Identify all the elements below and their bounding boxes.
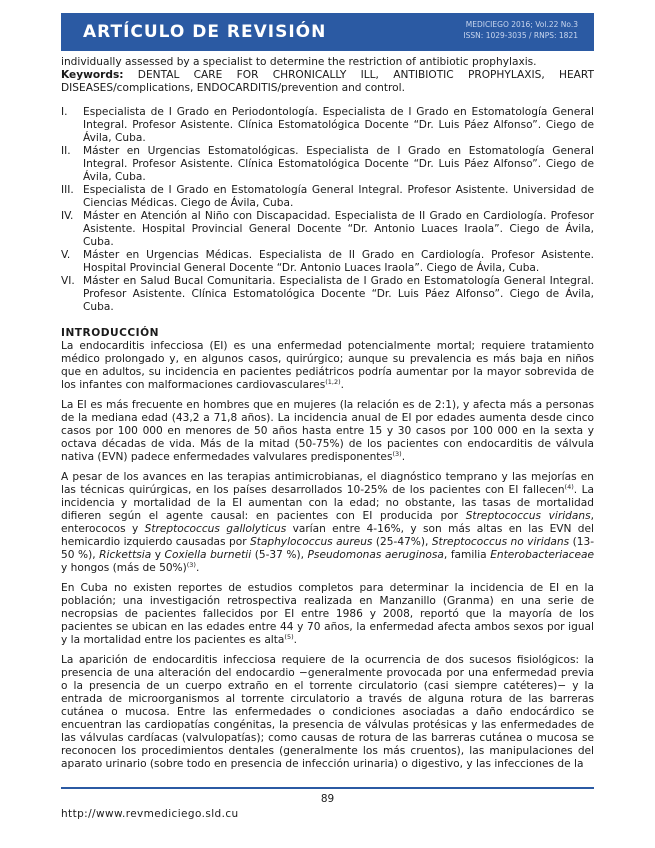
species-name: Staphylococcus aureus xyxy=(250,536,373,548)
affiliation-text: Especialista de I Grado en Periodontología. Especialista de I Grado en Estomatología General Integral. Profesor Asistente. Clínica Estomatológica Docente “Dr. Luis Páez Alfonso”. Ciego de Ávila, Cuba. xyxy=(83,106,594,144)
citation[interactable]: (3) xyxy=(186,561,196,569)
keywords xyxy=(61,69,594,95)
affiliation-number: IV. xyxy=(61,210,74,222)
intro-paragraph-1: La endocarditis infecciosa (EI) es una enfermedad potencialmente mortal; requiere tratamiento médico prolongado y, en algunos casos, quirúrgico; aunque su prevalencia es más baja en niños que en adultos, su incidencia en pacientes pediátricos podría aumentar por la mayor sobrevida de los infantes con malformaciones cardiovasculares$^{(1,2)}$. xyxy=(61,340,594,391)
abstract-tail: individually assessed by a specialist to determine the restriction of antibiotic prophylaxis. xyxy=(61,56,537,68)
intro-paragraph-3: A pesar de los avances en las terapias antimicrobianas, el diagnóstico temprano y las mejorías en las técnicas quirúrgicas, en los países desarrollados 10-25% de los pacientes con EI fallecen$^{(4)}$. La incidencia y mortalidad de la EI aumentan con la edad; no obstante, las tasas de mortalidad difieren según el agente causal: en pacientes con EI producida por Streptococcus viridans, enterococos y Streptococcus gallolyticus varían entre 4-16%, y son más altas en las EVN del hemicardio izquierdo causadas por Staphylococcus aureus (25-47%), Streptococcus no viridans (13-50 %), Rickettsia y Coxiella burnetii (5-37 %), Pseudomonas aeruginosa, familia Enterobacteriaceae y hongos (más de 50%)$^{(3)}$. xyxy=(61,471,595,574)
citation[interactable]: (1,2) xyxy=(325,378,341,386)
species-name: Streptococcus viridans xyxy=(465,510,591,522)
affiliation-text: Máster en Atención al Niño con Discapacidad. Especialista de II Grado en Cardiología. Profesor Asistente. Hospital Provincial General Docente “Dr. Antonio Luaces Iraola”. Ciego de Ávila, Cuba. xyxy=(83,210,594,248)
citation[interactable]: (5) xyxy=(284,633,294,641)
intro-heading: INTRODUCCIÓN xyxy=(61,327,159,339)
affiliation-item xyxy=(61,145,594,184)
intro-paragraph-5: La aparición de endocarditis infecciosa requiere de la ocurrencia de dos sucesos fisiológicos: la presencia de una alteración del endocardio −generalmente provocada por una enfermedad previa o la presencia de un cuerpo extraño en el torrente circulatorio (casi siempre catéteres)− y la entrada de microorganismos al torrente circulatorio a través de alguna rotura de las barreras cutánea o mucosa. Entre las enfermedades o condiciones asociadas a daño endocárdico se encuentran las cardiopatías congénitas, la presencia de válvulas protésicas y las enfermedades de las válvulas cardíacas (valvulopatías); como causas de rotura de las barreras cutánea o mucosa se reconocen los procedimientos dentales (generalmente los más cruentos), las manipulaciones del aparato urinario (sobre todo en presencia de infección urinaria) o digestivo, y las infecciones de la xyxy=(61,654,594,770)
keywords-label: Keywords: xyxy=(61,69,124,81)
species-name: Enterobacteriaceae xyxy=(490,549,594,561)
issn-line: ISSN: 1029-3035 / RNPS: 1821 xyxy=(463,31,578,40)
journal-url-link[interactable]: http://www.revmediciego.sld.cu xyxy=(61,808,239,820)
affiliation-text: Máster en Urgencias Estomatológicas. Especialista de I Grado en Estomatología General Integral. Profesor Asistente. Clínica Estomatológica Docente “Dr. Luis Páez Alfonso”. Ciego de Ávila, Cuba. xyxy=(83,145,594,183)
article-body xyxy=(61,56,594,778)
citation[interactable]: (3) xyxy=(392,450,402,458)
affiliation-item xyxy=(61,249,594,275)
affiliation-text: Máster en Salud Bucal Comunitaria. Especialista de I Grado en Estomatología General Integral. Profesor Asistente. Clínica Estomatológica Docente “Dr. Luis Páez Alfonso”. Ciego de Ávila, Cuba. xyxy=(83,275,594,313)
affiliation-item xyxy=(61,184,594,210)
page-number: 89 xyxy=(320,793,335,805)
keywords-text: DENTAL CARE FOR CHRONICALLY ILL, ANTIBIOTIC PROPHYLAXIS, HEART DISEASES/complications, ENDOCARDITIS/prevention and control. xyxy=(61,69,594,94)
intro-paragraph-2: La EI es más frecuente en hombres que en mujeres (la relación es de 2:1), y afecta más a personas de la mediana edad (43,2 a 71,8 años). La incidencia anual de EI por edades aumenta desde cinco casos por 100 000 en menores de 50 años hasta entre 15 y 30 casos por 100 000 en la sexta y octava décadas de vida. Más de la mitad (50-75%) de los pacientes con endocarditis de válvula nativa (EVN) padece enfermedades valvulares predisponentes$^{(3)}$. xyxy=(61,399,594,463)
species-name: Pseudomonas aeruginosa xyxy=(307,549,444,561)
affiliation-item xyxy=(61,210,594,249)
intro-paragraph-4: En Cuba no existen reportes de estudios completos para determinar la incidencia de EI en la población; una investigación retrospectiva realizada en Manzanillo (Granma) en una serie de necropsias de pacientes fallecidos por EI entre 1986 y 2008, reportó que la mayoría de los pacientes se ubican en las edades entre 44 y 70 años, la enfermedad afecta ambos sexos por igual y la mortalidad entre los pacientes es alta$^{(5)}$. xyxy=(61,582,594,646)
species-name: Rickettsia xyxy=(99,549,152,561)
affiliation-text: Especialista de I Grado en Estomatología General Integral. Profesor Asistente. Universidad de Ciencias Médicas. Ciego de Ávila, Cuba. xyxy=(83,184,594,209)
citation[interactable]: (4) xyxy=(564,483,574,491)
journal-meta xyxy=(463,19,578,41)
journal-line: MEDICIEGO 2016; Vol.22 No.3 xyxy=(465,20,578,29)
affiliation-number: I. xyxy=(61,106,68,118)
section-banner xyxy=(61,13,594,51)
affiliation-text: Máster en Urgencias Médicas. Especialista de II Grado en Cardiología. Profesor Asistente. Hospital Provincial General Docente “Dr. Antonio Luaces Iraola”. Ciego de Ávila, Cuba. xyxy=(83,249,594,274)
footer-rule xyxy=(61,787,594,789)
species-name: Streptococcus gallolyticus xyxy=(144,523,287,535)
species-name: Streptococcus no viridans xyxy=(431,536,570,548)
affiliation-number: II. xyxy=(61,145,71,157)
affiliation-item xyxy=(61,275,594,314)
affiliation-list xyxy=(61,106,594,314)
section-title: ARTÍCULO DE REVISIÓN xyxy=(83,22,327,42)
affiliation-item xyxy=(61,106,594,145)
affiliation-number: VI. xyxy=(61,275,75,287)
affiliation-number: V. xyxy=(61,249,71,261)
species-name: Coxiella burnetii xyxy=(164,549,252,561)
affiliation-number: III. xyxy=(61,184,74,196)
